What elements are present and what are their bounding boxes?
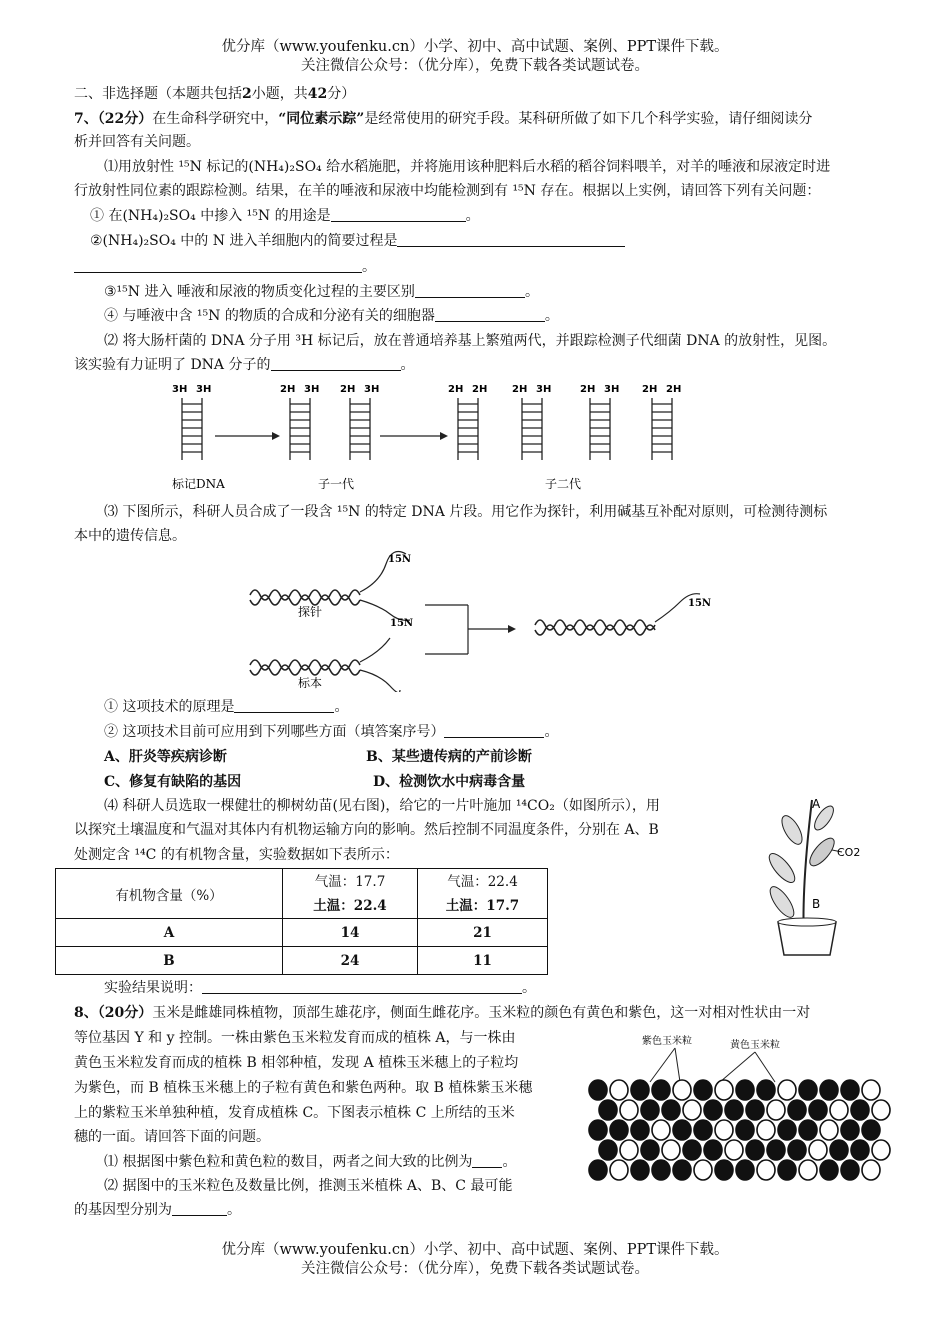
corn-kernel bbox=[673, 1080, 691, 1100]
iso-label: 2H bbox=[642, 384, 658, 395]
iso-label: 2H bbox=[580, 384, 596, 395]
corn-kernel bbox=[767, 1100, 785, 1120]
q8-line6: 穗的一面。请回答下面的问题。 bbox=[74, 1129, 270, 1145]
corn-kernel bbox=[809, 1100, 827, 1120]
probe-figure bbox=[240, 550, 720, 692]
corn-kernel bbox=[694, 1160, 712, 1180]
corn-kernel bbox=[820, 1080, 838, 1100]
corn-label-yellow: 黄色玉米粒 bbox=[730, 1040, 780, 1051]
corn-kernel bbox=[799, 1120, 817, 1140]
iso-label: 2H bbox=[280, 384, 296, 395]
corn-kernel bbox=[620, 1140, 638, 1160]
q7-part1-line1: ⑴用放射性 ¹⁵N 标记的(NH₄)₂SO₄ 给水稻施肥，并将施用该种肥料后水稻的稻谷饲料喂羊，对羊的唾液和尿液定时进 bbox=[104, 159, 831, 175]
option-b: B、某些遗传病的产前诊断 bbox=[366, 749, 532, 765]
corn-kernel bbox=[610, 1120, 628, 1140]
corn-kernel bbox=[746, 1140, 764, 1160]
corn-kernel bbox=[694, 1120, 712, 1140]
q7-part4-line2: 以探究土壤温度和气温对其体内有机物运输方向的影响。然后控制不同温度条件，分别在 A、B bbox=[74, 822, 659, 838]
corn-kernel bbox=[725, 1140, 743, 1160]
corn-kernel bbox=[641, 1100, 659, 1120]
corn-kernel bbox=[599, 1100, 617, 1120]
corn-kernel bbox=[589, 1120, 607, 1140]
footer-line-1: 优分库（www.youfenku.cn）小学、初中、高中试题、案例、PPT课件下载。 bbox=[221, 1242, 729, 1258]
corn-kernel bbox=[704, 1100, 722, 1120]
corn-kernel bbox=[683, 1100, 701, 1120]
plant-label-a: A bbox=[812, 797, 821, 811]
q7-part4-line3: 处测定含 ¹⁴C 的有机物含量，实验数据如下表所示： bbox=[74, 847, 399, 863]
q8-line3: 黄色玉米粒发育而成的植株 B 相邻种植，发现 A 植株玉米穗上的子粒均 bbox=[74, 1055, 519, 1071]
corn-kernel bbox=[851, 1140, 869, 1160]
table-row: B 24 11 bbox=[56, 947, 548, 975]
ladder-gen1-b bbox=[350, 398, 370, 460]
q7-part2-line2: 该实验有力证明了 DNA 分子的 。 bbox=[74, 357, 415, 373]
section-title: 二、非选择题（本题共包括2小题，共42分） bbox=[74, 86, 356, 102]
corn-kernel bbox=[599, 1140, 617, 1160]
iso-label: 2H bbox=[448, 384, 464, 395]
corn-kernel bbox=[767, 1140, 785, 1160]
option-d: D、检测饮水中病毒含量 bbox=[373, 774, 526, 790]
corn-kernel bbox=[694, 1080, 712, 1100]
q7-intro-line2: 析并回答有关问题。 bbox=[74, 134, 200, 150]
option-c: C、修复有缺陷的基因 bbox=[104, 774, 242, 790]
plant-label-b: B bbox=[812, 897, 821, 911]
corn-kernel bbox=[788, 1100, 806, 1120]
q8-line5: 上的紫粒玉米单独种植，发育成植株 C。下图表示植株 C 上所结的玉米 bbox=[74, 1105, 515, 1121]
ladder-gen2-d bbox=[652, 398, 672, 460]
q7-part3-line1: ⑶ 下图所示，科研人员合成了一段含 ¹⁵N 的特定 DNA 片段。用它作为探针，利用碱基互补配对原则，可检测待测标 bbox=[104, 504, 828, 520]
corn-kernel bbox=[757, 1160, 775, 1180]
corn-kernel bbox=[841, 1080, 859, 1100]
footer-line-2: 关注微信公众号：（优分库），免费下载各类试题试卷。 bbox=[301, 1261, 649, 1277]
leaf bbox=[778, 813, 806, 848]
q7-result: 实验结果说明： 。 bbox=[104, 980, 536, 996]
q7-part1-line2: 行放射性同位素的跟踪检测。结果，在羊的唾液和尿液中均能检测到有 ¹⁵N 存在。根据以上实例，请回答下列有关问题： bbox=[74, 183, 821, 199]
leaf bbox=[765, 850, 799, 887]
corn-kernel bbox=[725, 1100, 743, 1120]
q8-q2-line1: ⑵ 据图中的玉米粒色及数量比例，推测玉米植株 A、B、C 最可能 bbox=[104, 1178, 513, 1194]
corn-kernel bbox=[820, 1120, 838, 1140]
corn-kernel bbox=[673, 1120, 691, 1140]
corn-kernel bbox=[778, 1080, 796, 1100]
dna-replication-figure bbox=[160, 378, 700, 496]
q7-part3-q1: ① 这项技术的原理是 。 bbox=[104, 699, 349, 715]
iso-label: 3H bbox=[304, 384, 320, 395]
ladder-gen2-a bbox=[458, 398, 478, 460]
corn-kernel bbox=[757, 1080, 775, 1100]
corn-kernel bbox=[673, 1160, 691, 1180]
corn-kernel bbox=[704, 1140, 722, 1160]
ladder-gen1-a bbox=[290, 398, 310, 460]
iso-label: 2H bbox=[512, 384, 528, 395]
table-header-label: 有机物含量（%） bbox=[56, 869, 283, 919]
leaf-co2 bbox=[806, 834, 839, 869]
corn-kernel bbox=[620, 1100, 638, 1120]
corn-kernel bbox=[788, 1140, 806, 1160]
corn-kernel bbox=[715, 1120, 733, 1140]
corn-kernel bbox=[631, 1080, 649, 1100]
table-col2-header: 气温：22.4 土温：17.7 bbox=[418, 869, 548, 919]
iso-label: 2H bbox=[666, 384, 682, 395]
corn-kernel bbox=[610, 1080, 628, 1100]
corn-kernel bbox=[610, 1160, 628, 1180]
corn-kernel bbox=[820, 1160, 838, 1180]
probe-label: 探针 bbox=[298, 605, 323, 619]
corn-kernel bbox=[799, 1080, 817, 1100]
q8-q2-line2: 的基因型分别为 。 bbox=[74, 1202, 241, 1218]
corn-kernel bbox=[652, 1160, 670, 1180]
corn-kernel bbox=[757, 1120, 775, 1140]
label-marked-dna: 标记DNA bbox=[172, 477, 225, 491]
corn-kernel bbox=[662, 1100, 680, 1120]
q8-line4: 为紫色，而 B 植株玉米穗上的子粒有黄色和紫色两种。取 B 植株紫玉米穗 bbox=[74, 1080, 533, 1096]
corn-kernel bbox=[778, 1160, 796, 1180]
n15-label: 15N bbox=[390, 618, 414, 629]
corn-kernel bbox=[862, 1120, 880, 1140]
corn-kernel bbox=[841, 1120, 859, 1140]
pot bbox=[778, 922, 836, 955]
corn-kernel bbox=[715, 1160, 733, 1180]
table-col1-header: 气温：17.7 土温：22.4 bbox=[283, 869, 418, 919]
data-table bbox=[55, 868, 548, 975]
corn-kernels bbox=[589, 1080, 890, 1180]
option-a: A、肝炎等疾病诊断 bbox=[104, 749, 227, 765]
corn-kernel bbox=[746, 1100, 764, 1120]
q7-subq2-blank: 。 bbox=[74, 257, 889, 277]
q7-part2-line1: ⑵ 将大肠杆菌的 DNA 分子用 ³H 标记后，放在普通培养基上繁殖两代，并跟踪检测子代细菌 DNA 的放射性，见图。 bbox=[104, 333, 837, 349]
q7-part4-line1: ⑷ 科研人员选取一棵健壮的柳树幼苗(见右图)，给它的一片叶施加 ¹⁴CO₂（如图所示），用 bbox=[104, 798, 660, 814]
corn-kernel bbox=[872, 1100, 890, 1120]
q7-subq1: ① 在(NH₄)₂SO₄ 中掺入 ¹⁵N 的用途是 。 bbox=[90, 208, 480, 224]
header-line-1: 优分库（www.youfenku.cn）小学、初中、高中试题、案例、PPT课件下载。 bbox=[221, 39, 729, 55]
q8-line2: 等位基因 Y 和 y 控制。一株由紫色玉米粒发育而成的植株 A，与一株由 bbox=[74, 1030, 516, 1046]
corn-kernel bbox=[652, 1080, 670, 1100]
q8-q1: ⑴ 根据图中紫色粒和黄色粒的数目，两者之间大致的比例为 。 bbox=[104, 1154, 517, 1170]
corn-kernel bbox=[662, 1140, 680, 1160]
n15-label: 15N bbox=[388, 554, 412, 565]
corn-kernel bbox=[809, 1140, 827, 1160]
plant-figure bbox=[752, 790, 872, 960]
corn-kernel bbox=[841, 1160, 859, 1180]
sample-label: 标本 bbox=[298, 676, 323, 690]
q7-intro: 7、（22分）在生命科学研究中，“同位素示踪”是经常使用的研究手段。某科研所做了如下几个科学实验，请仔细阅读分 bbox=[74, 111, 813, 127]
iso-label: 3H bbox=[196, 384, 212, 395]
ladder-marked bbox=[182, 398, 202, 460]
ladder-gen2-c bbox=[590, 398, 610, 460]
corn-label-purple: 紫色玉米粒 bbox=[642, 1036, 692, 1047]
iso-label: 3H bbox=[536, 384, 552, 395]
corn-kernel bbox=[862, 1080, 880, 1100]
corn-kernel bbox=[715, 1080, 733, 1100]
corn-kernel bbox=[589, 1080, 607, 1100]
corn-kernel bbox=[778, 1120, 796, 1140]
label-gen1: 子一代 bbox=[318, 477, 355, 491]
corn-kernel bbox=[589, 1160, 607, 1180]
iso-label: 3H bbox=[172, 384, 188, 395]
label-gen2: 子二代 bbox=[545, 477, 582, 491]
corn-kernel bbox=[631, 1120, 649, 1140]
corn-kernel bbox=[830, 1100, 848, 1120]
plant-label-co2: CO2 bbox=[837, 846, 861, 859]
corn-kernel bbox=[736, 1080, 754, 1100]
corn-kernel bbox=[830, 1140, 848, 1160]
q7-part3-q2: ② 这项技术目前可应用到下列哪些方面（填答案序号） 。 bbox=[104, 724, 559, 740]
corn-kernel bbox=[683, 1140, 701, 1160]
table-row: A 14 21 bbox=[56, 919, 548, 947]
iso-label: 2H bbox=[340, 384, 356, 395]
corn-kernel bbox=[872, 1140, 890, 1160]
iso-label: 3H bbox=[604, 384, 620, 395]
header-line-2: 关注微信公众号：（优分库），免费下载各类试题试卷。 bbox=[301, 58, 649, 74]
q7-subq3: ③¹⁵N 进入 唾液和尿液的物质变化过程的主要区别 。 bbox=[104, 284, 539, 300]
q7-subq2: ②(NH₄)₂SO₄ 中的 N 进入羊细胞内的简要过程是 bbox=[90, 231, 905, 251]
iso-label: 3H bbox=[364, 384, 380, 395]
iso-label: 2H bbox=[472, 384, 488, 395]
corn-kernel bbox=[736, 1160, 754, 1180]
ladder-gen2-b bbox=[522, 398, 542, 460]
corn-kernel bbox=[641, 1140, 659, 1160]
q7-subq4: ④ 与唾液中含 ¹⁵N 的物质的合成和分泌有关的细胞器 。 bbox=[104, 308, 559, 324]
leaf bbox=[766, 883, 798, 921]
corn-kernel bbox=[652, 1120, 670, 1140]
corn-kernel bbox=[631, 1160, 649, 1180]
q8-line1: 8、（20分）玉米是雌雄同株植物，顶部生雄花序，侧面生雌花序。玉米粒的颜色有黄色和紫色，这一对相对性状由一对 bbox=[74, 1005, 811, 1021]
n15-label: 15N bbox=[688, 598, 712, 609]
q7-part3-line2: 本中的遗传信息。 bbox=[74, 528, 186, 544]
corn-kernel bbox=[851, 1100, 869, 1120]
corn-figure bbox=[580, 1030, 905, 1195]
corn-kernel bbox=[799, 1160, 817, 1180]
corn-kernel bbox=[862, 1160, 880, 1180]
corn-kernel bbox=[736, 1120, 754, 1140]
